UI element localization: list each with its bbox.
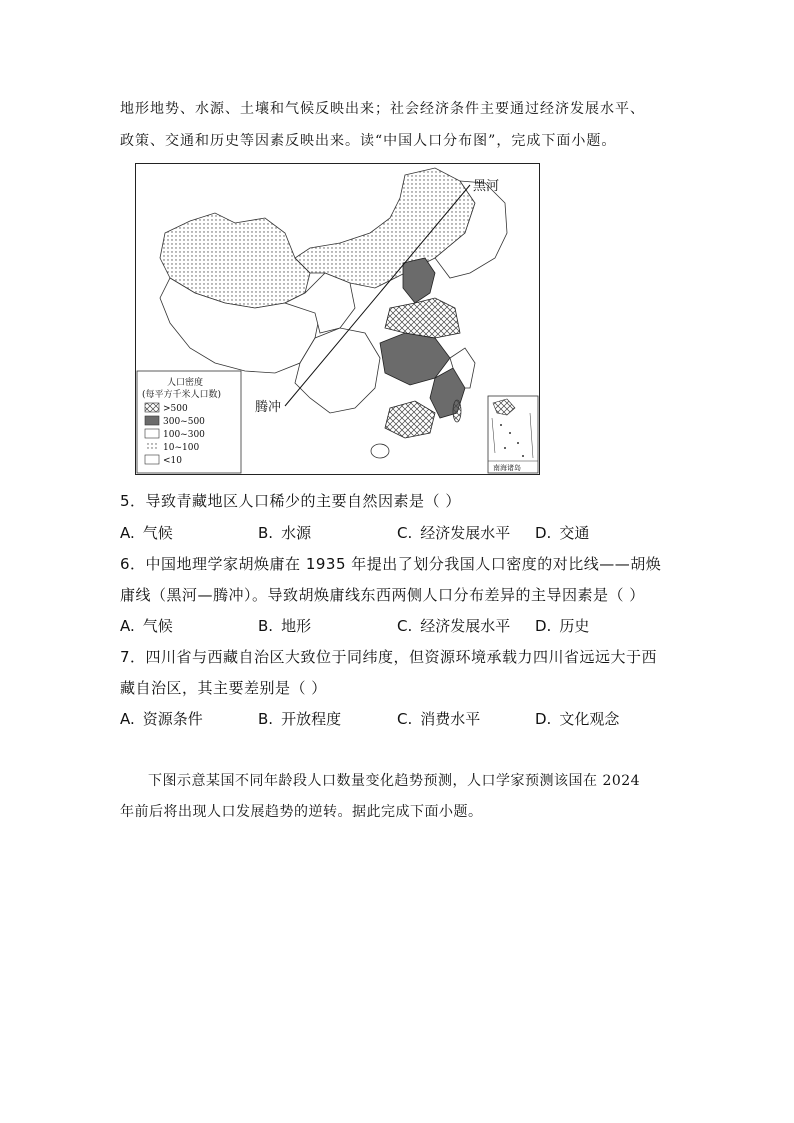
- q6-option-c-text: 经济发展水平: [420, 617, 511, 635]
- q6-option-c-letter: C.: [397, 617, 413, 635]
- q6-option-d: [535, 615, 589, 636]
- q7-option-d-letter: D.: [535, 710, 552, 728]
- legend-item-10-100: 10~100: [163, 443, 200, 453]
- legend-subtitle: (每平方千米人口数): [142, 390, 222, 400]
- q7-option-a-letter: A.: [120, 710, 135, 728]
- question-7-line-1: 7．四川省与西藏自治区大致位于同纬度，但资源环境承载力四川省远远大于西: [120, 648, 658, 666]
- q7-option-b-letter: B.: [258, 710, 274, 728]
- q6-option-c: [397, 615, 510, 636]
- q6-option-b-letter: B.: [258, 617, 274, 635]
- q5-option-b: [258, 522, 311, 543]
- intro-line-2: 政策、交通和历史等因素反映出来。读“中国人口分布图”，完成下面小题。: [120, 133, 617, 149]
- map-legend: [137, 371, 241, 473]
- q6-option-a-letter: A.: [120, 617, 135, 635]
- legend-item-100-300: 100~300: [163, 430, 205, 440]
- q5-option-b-letter: B.: [258, 524, 274, 542]
- q5-option-c: [397, 522, 510, 543]
- q5-option-d-text: 交通: [559, 524, 590, 542]
- q7-option-b-text: 开放程度: [281, 710, 342, 728]
- q7-option-a-text: 资源条件: [142, 710, 203, 728]
- map-svg: [135, 163, 540, 475]
- q6-option-b: [258, 615, 311, 636]
- question-7-line-2: 藏自治区，其主要差别是（ ）: [120, 679, 327, 697]
- island-taiwan: [453, 400, 461, 422]
- q5-option-d: [535, 522, 589, 543]
- label-heihe: 黑河: [473, 179, 500, 194]
- question-5-line-1: 5．导致青藏地区人口稀少的主要自然因素是（ ）: [120, 492, 461, 510]
- legend-item-lt10: <10: [163, 456, 182, 466]
- q6-option-d-letter: D.: [535, 617, 552, 635]
- q5-option-a: [120, 522, 173, 543]
- inset-label: 南海诸岛: [493, 464, 521, 472]
- q7-option-c: [397, 708, 480, 729]
- inset-south-china-sea: [488, 396, 538, 473]
- q7-option-a: [120, 708, 203, 729]
- closing-line-1: 下图示意某国不同年龄段人口数量变化趋势预测，人口学家预测该国在 2024: [148, 773, 641, 789]
- q7-option-b: [258, 708, 341, 729]
- q5-option-a-text: 气候: [142, 524, 173, 542]
- legend-item-300-500: 300~500: [163, 417, 205, 427]
- legend-item-gt500: >500: [163, 404, 188, 414]
- closing-line-2: 年前后将出现人口发展趋势的逆转。据此完成下面小题。: [120, 804, 483, 820]
- q6-option-d-text: 历史: [559, 617, 590, 635]
- q6-option-a: [120, 615, 173, 636]
- intro-line-1: 地形地势、水源、土壤和气候反映出来；社会经济条件主要通过经济发展水平、: [120, 101, 645, 117]
- q5-option-c-text: 经济发展水平: [420, 524, 511, 542]
- label-tengchong: 腾冲: [255, 400, 282, 415]
- question-6-line-1: 6．中国地理学家胡焕庸在 1935 年提出了划分我国人口密度的对比线——胡焕: [120, 555, 662, 573]
- q7-option-d: [535, 708, 619, 729]
- q6-option-b-text: 地形: [281, 617, 312, 635]
- island-hainan: [371, 444, 389, 458]
- q5-option-a-letter: A.: [120, 524, 135, 542]
- q7-option-c-text: 消费水平: [420, 710, 481, 728]
- q5-option-d-letter: D.: [535, 524, 552, 542]
- china-population-map: [135, 163, 540, 475]
- question-6-line-2: 庸线（黑河—腾冲）。导致胡焕庸线东西两侧人口分布差异的主导因素是（ ）: [120, 586, 645, 604]
- q7-option-c-letter: C.: [397, 710, 413, 728]
- q6-option-a-text: 气候: [142, 617, 173, 635]
- legend-title: 人口密度: [167, 378, 204, 388]
- q5-option-c-letter: C.: [397, 524, 413, 542]
- q5-option-b-text: 水源: [281, 524, 312, 542]
- q7-option-d-text: 文化观念: [559, 710, 620, 728]
